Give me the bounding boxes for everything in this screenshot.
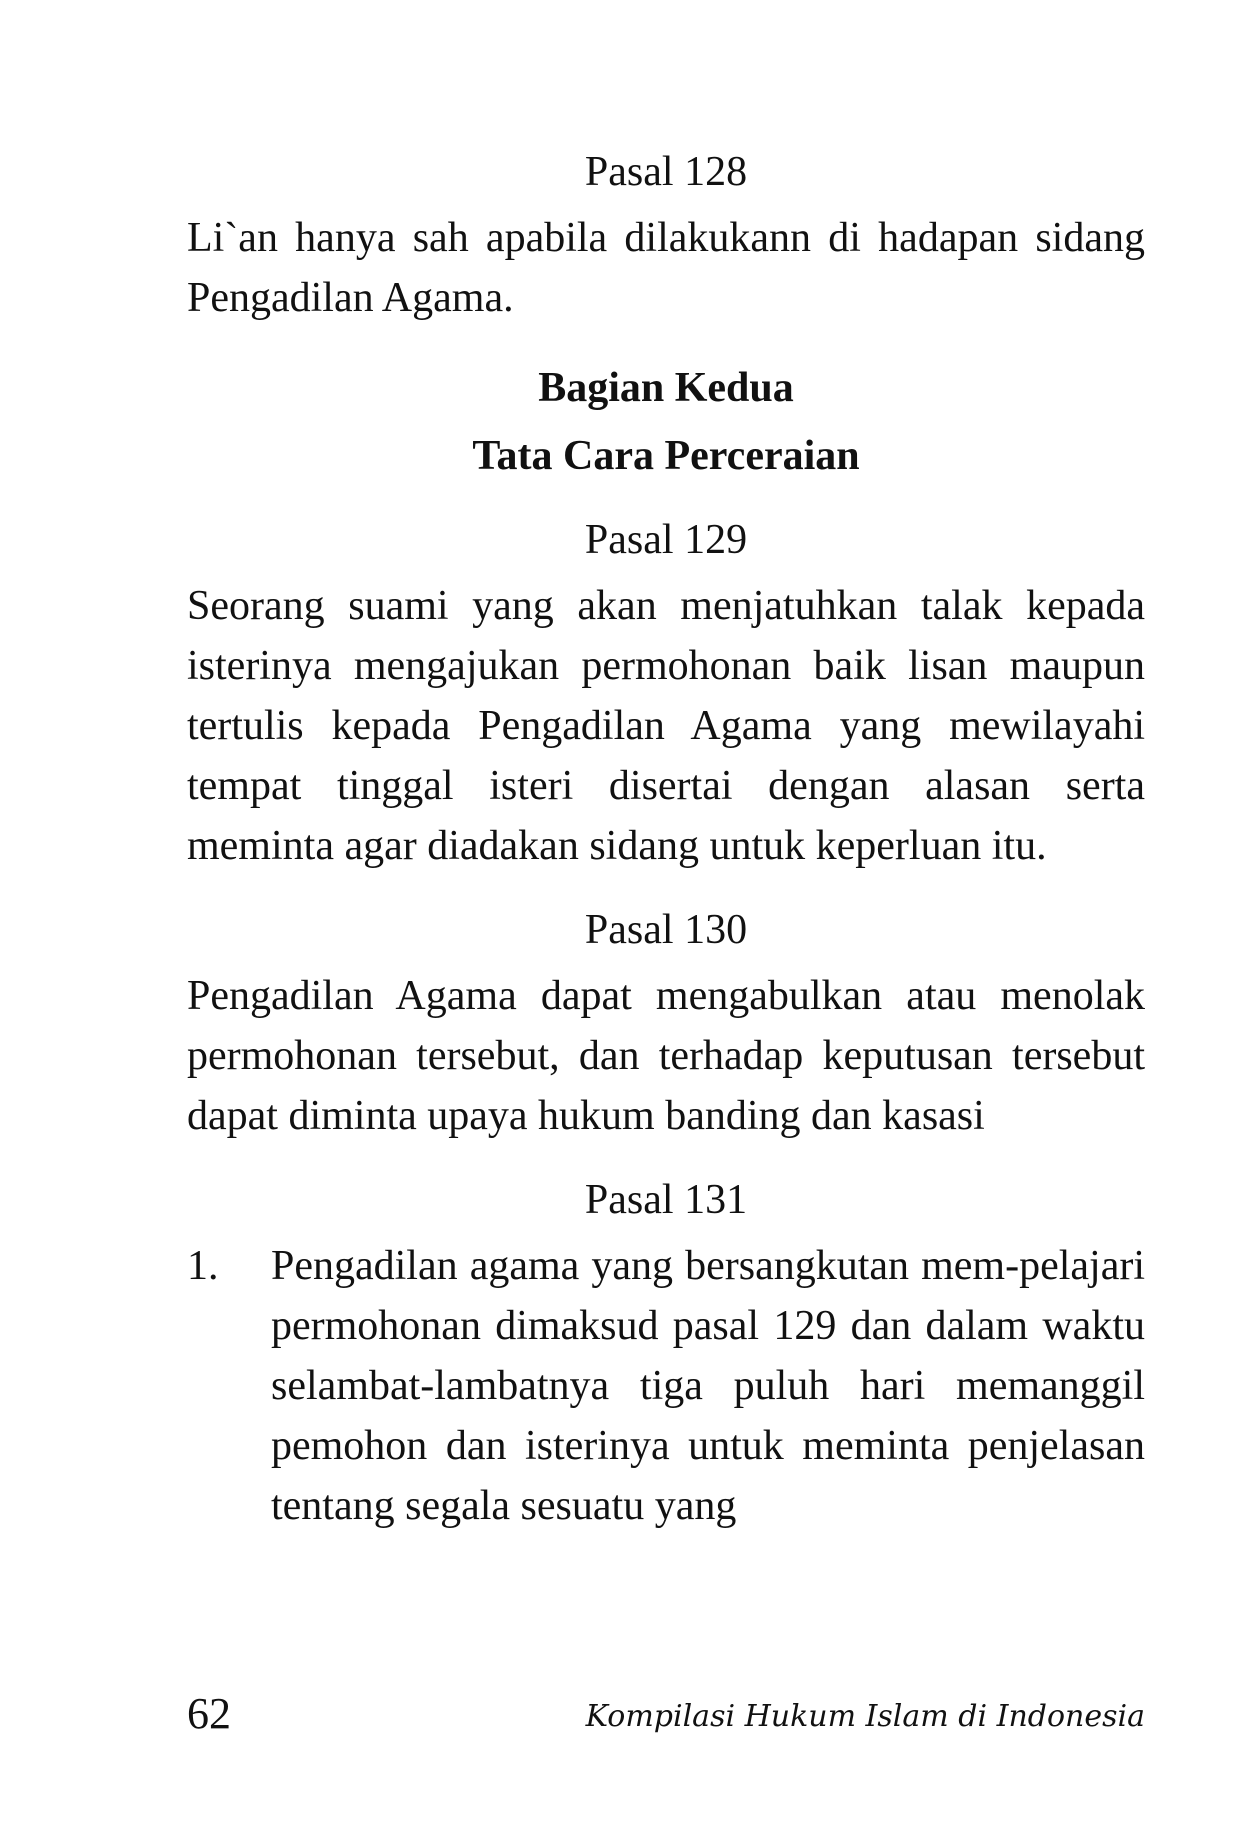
page-footer xyxy=(187,1684,1145,1744)
page-number: 62 xyxy=(187,1689,231,1738)
pasal-131-heading: Pasal 131 xyxy=(584,1177,748,1223)
pasal-128-heading: Pasal 128 xyxy=(584,149,748,195)
pasal-129-text: Seorang suami yang akan menjatuhkan talak kepada isterinya mengajukan permohonan baik lisan maupun tertulis kepada Pengadilan Agama yang mewilayahi tempat tinggal isteri disertai dengan alasan serta meminta agar diadakan sidang untuk keperluan itu. xyxy=(187,583,1145,869)
pasal-130-text: Pengadilan Agama dapat mengabulkan atau menolak permohonan tersebut, dan terhadap keputusan tersebut dapat diminta upaya hukum banding dan kasasi xyxy=(187,973,1145,1139)
item-number: 1. xyxy=(187,1243,219,1289)
part-heading: Bagian Kedua xyxy=(538,365,794,411)
item-text: Pengadilan agama yang bersangkutan mem-pelajari permohonan dimaksud pasal 129 dan dalam waktu selambat-lambatnya tiga puluh hari memanggil pemohon dan isterinya untuk meminta penjelasan tentang segala sesuatu yang xyxy=(271,1243,1145,1529)
part-title: Tata Cara Perceraian xyxy=(472,433,860,479)
pasal-128-text: Li`an hanya sah apabila dilakukann di hadapan sidang Pengadilan Agama. xyxy=(187,215,1145,321)
pasal-129-heading: Pasal 129 xyxy=(584,517,748,563)
pasal-131-item-1 xyxy=(187,1236,1145,1536)
page-content xyxy=(187,142,1145,1536)
running-title: Kompilasi Hukum Islam di Indonesia xyxy=(585,1699,1145,1734)
pasal-130-heading: Pasal 130 xyxy=(584,907,748,953)
